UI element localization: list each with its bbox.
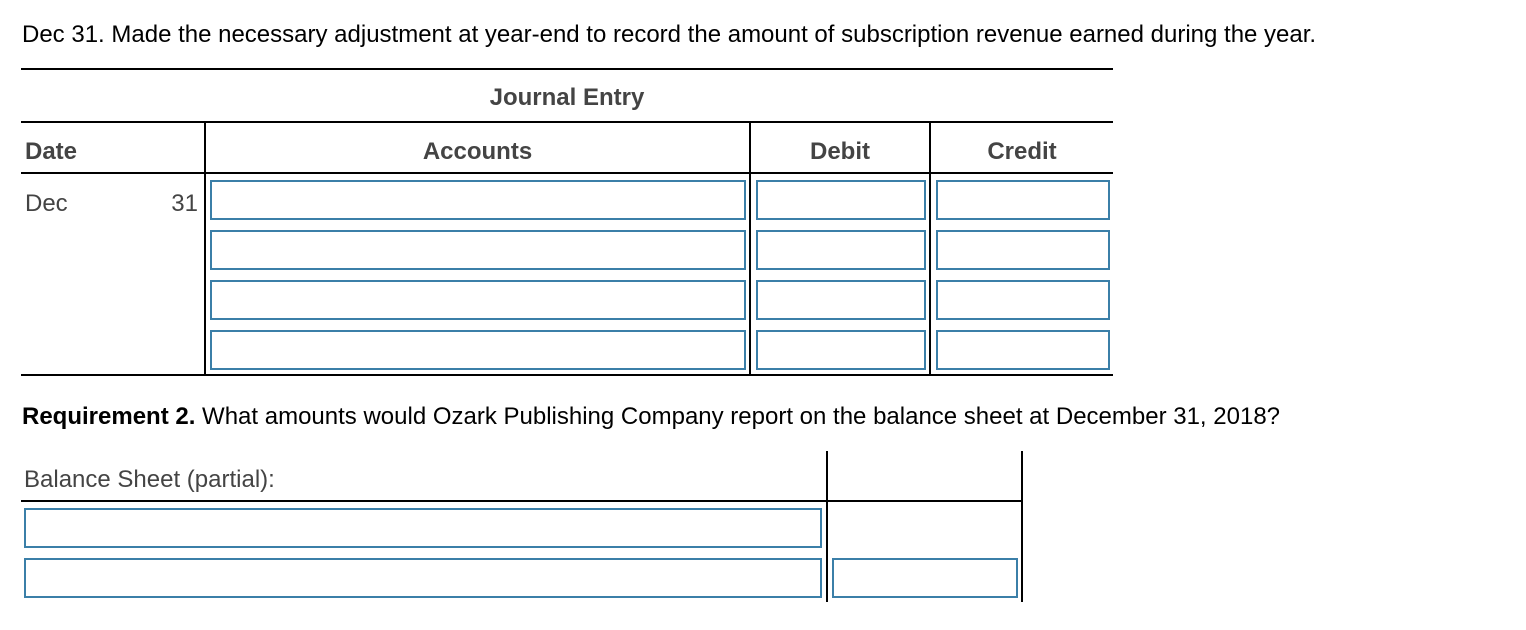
account-input-4[interactable] bbox=[210, 330, 746, 370]
journal-header-rule bbox=[21, 121, 1113, 123]
bs-amount-input-2[interactable] bbox=[832, 558, 1018, 598]
journal-title: Journal Entry bbox=[489, 84, 645, 111]
credit-input-4[interactable] bbox=[936, 330, 1110, 370]
header-accounts: Accounts bbox=[422, 138, 533, 165]
debit-input-1[interactable] bbox=[756, 180, 926, 220]
date-month: Dec bbox=[25, 190, 68, 217]
bs-label-input-1[interactable] bbox=[24, 508, 822, 548]
debit-input-2[interactable] bbox=[756, 230, 926, 270]
debit-input-3[interactable] bbox=[756, 280, 926, 320]
journal-bottom-rule bbox=[21, 374, 1113, 376]
bs-column-divider-1 bbox=[826, 451, 828, 602]
credit-input-3[interactable] bbox=[936, 280, 1110, 320]
journal-subheader-rule bbox=[21, 172, 1113, 174]
date-day: 31 bbox=[171, 190, 198, 217]
requirement-question: What amounts would Ozark Publishing Company report on the balance sheet at December 31, 2018? bbox=[195, 403, 1281, 430]
balance-sheet-rule bbox=[21, 500, 1023, 502]
credit-input-1[interactable] bbox=[936, 180, 1110, 220]
journal-top-rule bbox=[21, 68, 1113, 70]
header-date: Date bbox=[25, 138, 78, 165]
account-input-1[interactable] bbox=[210, 180, 746, 220]
instruction-text: Dec 31. Made the necessary adjustment at year-end to record the amount of subscription revenue earned during the year. bbox=[22, 21, 1317, 48]
bs-label-input-2[interactable] bbox=[24, 558, 822, 598]
credit-input-2[interactable] bbox=[936, 230, 1110, 270]
header-debit: Debit bbox=[810, 138, 870, 165]
balance-sheet-label: Balance Sheet (partial): bbox=[24, 466, 275, 493]
bs-column-divider-2 bbox=[1021, 451, 1023, 602]
account-input-3[interactable] bbox=[210, 280, 746, 320]
header-credit: Credit bbox=[987, 138, 1057, 165]
requirement-text bbox=[22, 402, 1280, 432]
account-input-2[interactable] bbox=[210, 230, 746, 270]
debit-input-4[interactable] bbox=[756, 330, 926, 370]
requirement-label: Requirement 2. bbox=[22, 403, 196, 430]
